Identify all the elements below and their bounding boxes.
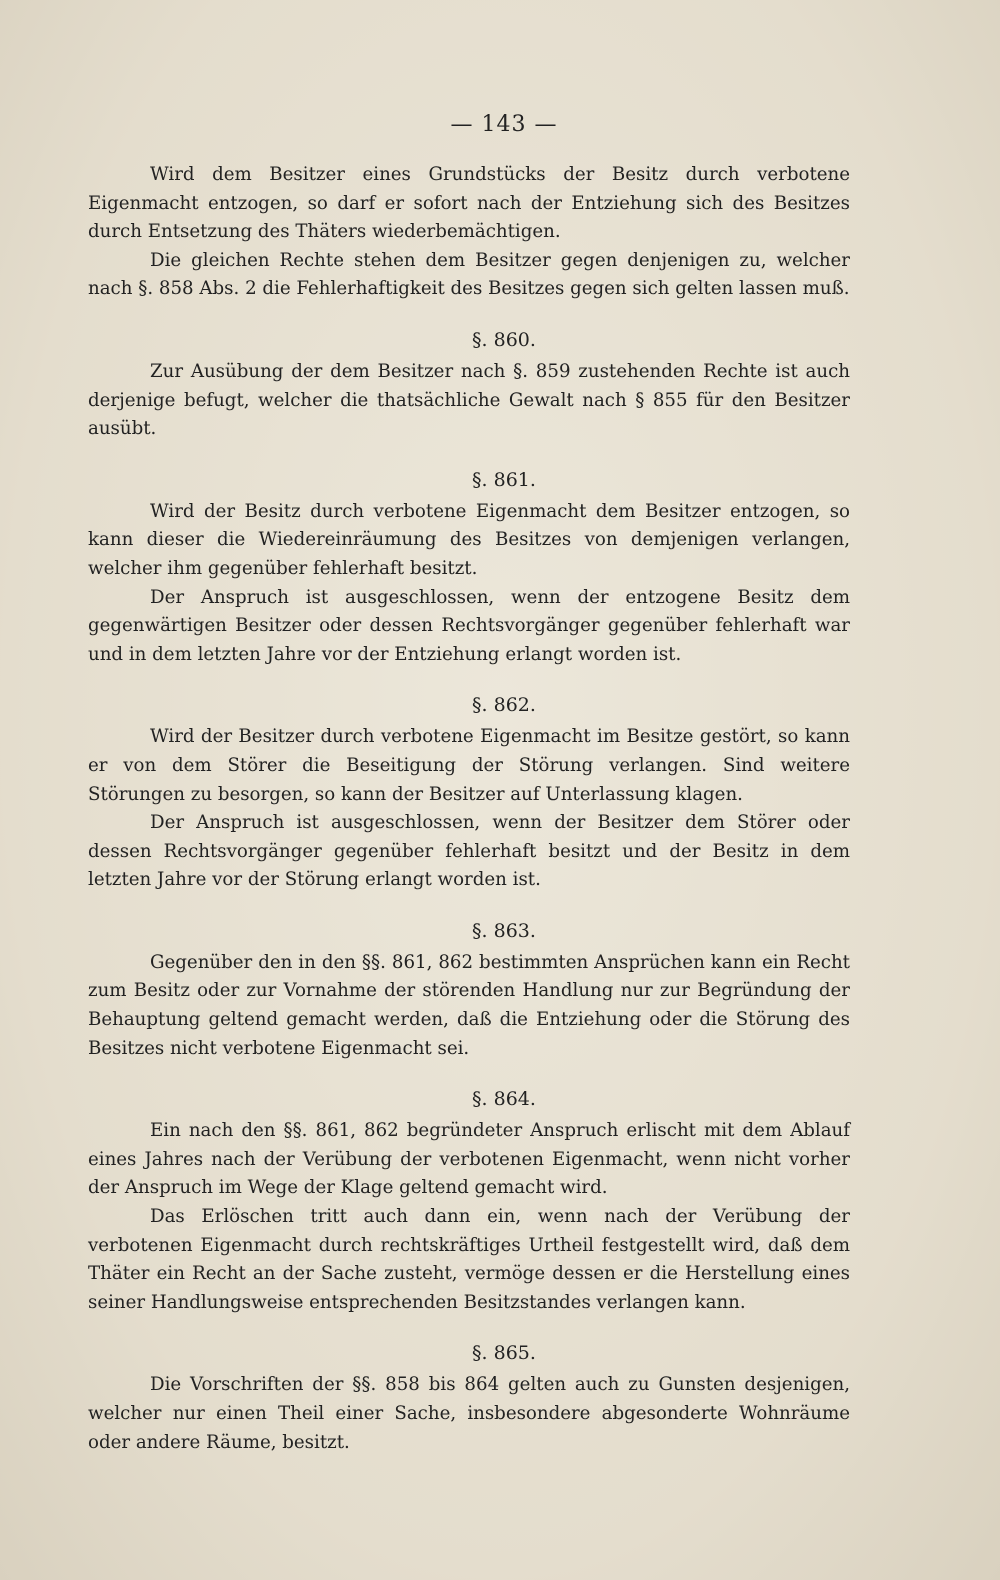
section-864 [88,1085,850,1317]
paragraph: Gegenüber den in den §§. 861, 862 bestimmten Ansprüchen kann ein Recht zum Besitz oder zur Vornahme der störenden Handlung nur zur Begründung der Behauptung geltend gemacht werden, daß die Entziehung oder die Störung des Besitzes nicht verbotene Eigenmacht sei. [88,951,850,1059]
section-863 [88,917,850,1063]
section-865 [88,1339,850,1457]
section-heading: §. 861. [472,468,536,491]
paragraph: Die gleichen Rechte stehen dem Besitzer gegen denjenigen zu, welcher nach §. 858 Abs. 2 die Fehlerhaftigkeit des Besitzes gegen sich gelten lassen muß. [88,249,850,300]
section-862 [88,691,850,895]
section-859 [88,161,850,304]
paragraph: Die Vorschriften der §§. 858 bis 864 gelten auch zu Gunsten desjenigen, welcher nur einen Theil einer Sache, insbesondere abgesonderte Wohnräume oder andere Räume, besitzt. [88,1374,850,1453]
section-heading: §. 864. [472,1088,536,1111]
paragraph: Zur Ausübung der dem Besitzer nach §. 859 zustehenden Rechte ist auch derjenige befugt, welcher die thatsächliche Gewalt nach § 855 für den Besitzer ausübt. [88,360,850,440]
paragraph: Ein nach den §§. 861, 862 begründeter Anspruch erlischt mit dem Ablauf eines Jahres nach der Verübung der verbotenen Eigenmacht, wenn nicht vorher der Anspruch im Wege der Klage geltend gemacht wird. [88,1120,850,1199]
paragraph: Wird der Besitzer durch verbotene Eigenmacht im Besitze gestört, so kann er von dem Störer die Beseitigung der Störung verlangen. Sind weitere Störungen zu besorgen, so kann der Besitzer auf Unterlassung klagen. [88,726,850,805]
paragraph: Wird der Besitz durch verbotene Eigenmacht dem Besitzer entzogen, so kann dieser die Wiedereinräumung des Besitzes von demjenigen verlangen, welcher ihm gegenüber fehlerhaft besitzt. [88,500,850,579]
paragraph: Der Anspruch ist ausgeschlossen, wenn der Besitzer dem Störer oder dessen Rechtsvorgänger gegenüber fehlerhaft besitzt und der Besitz in dem letzten Jahre vor der Störung erlangt worden ist. [88,812,850,891]
paragraph: Wird dem Besitzer eines Grundstücks der Besitz durch verbotene Eigenmacht entzogen, so darf er sofort nach der Entziehung sich des Besitzes durch Entsetzung des Thäters wiederbemächtigen. [88,164,850,243]
paragraph: Der Anspruch ist ausgeschlossen, wenn der entzogene Besitz dem gegenwärtigen Besitzer oder dessen Rechtsvorgänger gegenüber fehlerhaft war und in dem letzten Jahre vor der Entziehung erlangt worden ist. [88,586,850,665]
section-heading: §. 865. [472,1342,536,1365]
paragraph: Das Erlöschen tritt auch dann ein, wenn nach der Verübung der verbotenen Eigenmacht durch rechtskräftiges Urtheil festgestellt wird, daß dem Thäter ein Recht an der Sache zusteht, vermöge dessen er die Herstellung eines seiner Handlungsweise entsprechenden Besitzstandes verlangen kann. [88,1206,850,1313]
section-heading: §. 860. [472,328,536,351]
section-860 [88,326,850,444]
section-heading: §. 863. [472,919,536,942]
section-861 [88,466,850,670]
section-heading: §. 862. [472,694,536,717]
page-number: — 143 — [450,112,558,137]
